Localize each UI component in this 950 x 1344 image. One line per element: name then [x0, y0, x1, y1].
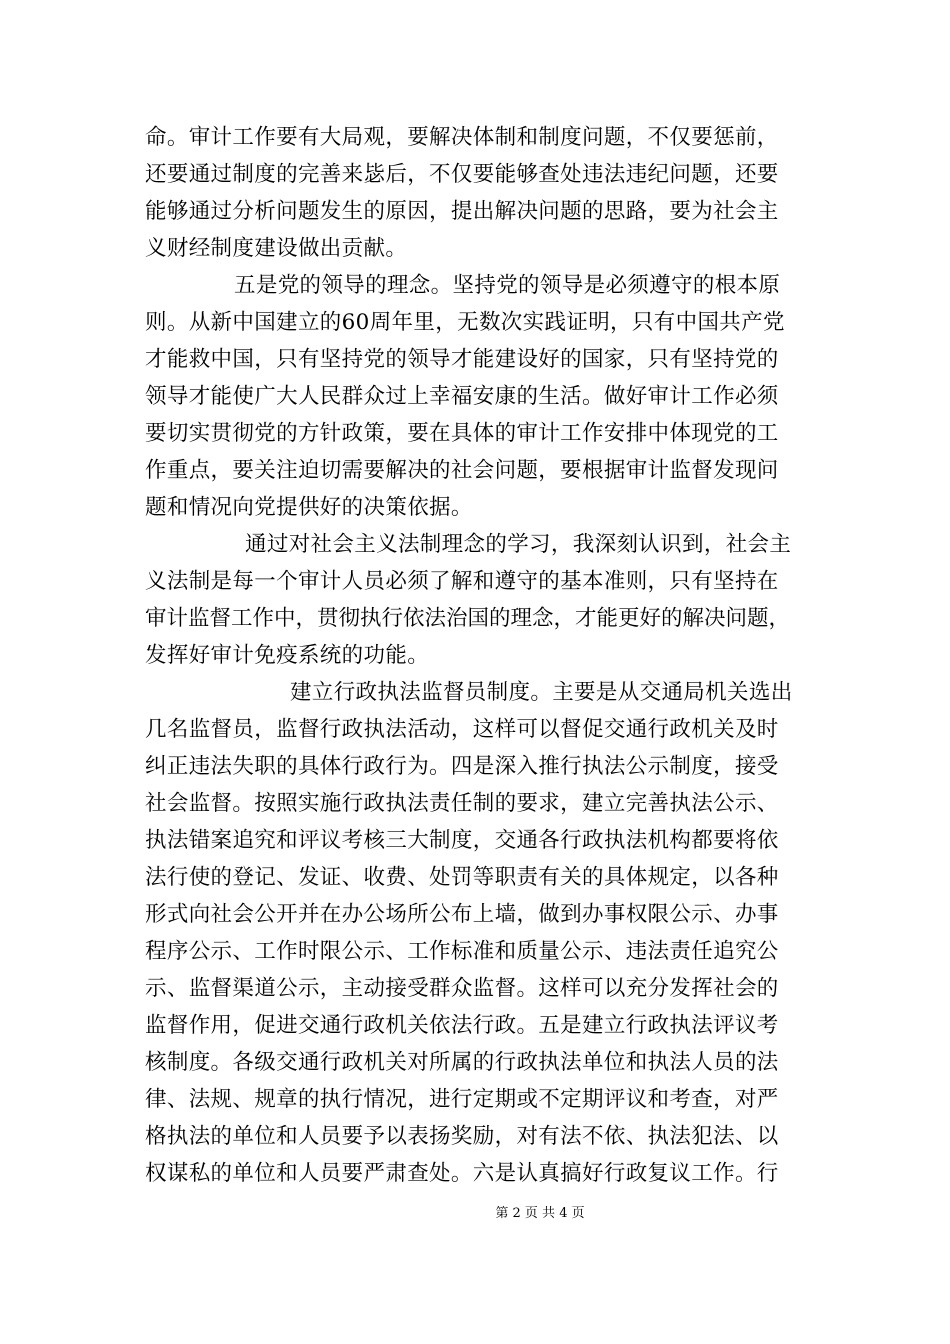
text-line: 形式向社会公开并在办公场所公布上墙，做到办事权限公示、办事: [145, 902, 779, 927]
text-line: 社会监督。按照实施行政执法责任制的要求，建立完善执法公示、: [145, 791, 779, 816]
text-line: 能够通过分析问题发生的原因，提出解决问题的思路，要为社会主: [145, 199, 779, 224]
text-line: 命。审计工作要有大局观，要解决体制和制度问题，不仅要惩前，: [145, 125, 779, 150]
text-line: 执法错案追究和评议考核三大制度，交通各行政执法机构都要将依: [145, 828, 779, 853]
text-line: 几名监督员，监督行政执法活动，这样可以督促交通行政机关及时: [145, 717, 779, 742]
text-line: 权谋私的单位和人员要严肃查处。六是认真搞好行政复议工作。行: [145, 1161, 779, 1186]
text-line: 律、法规、规章的执行情况，进行定期或不定期评议和考查，对严: [145, 1087, 779, 1112]
text-line: 程序公示、工作时限公示、工作标准和质量公示、违法责任追究公: [145, 939, 779, 964]
text-line: 要切实贯彻党的方针政策，要在具体的审计工作安排中体现党的工: [145, 421, 779, 446]
text-line: 还要通过制度的完善来毖后，不仅要能够查处违法违纪问题，还要: [145, 162, 779, 187]
text-line: 才能救中国，只有坚持党的领导才能建设好的国家，只有坚持党的: [145, 347, 779, 372]
text-line: 发挥好审计免疫系统的功能。: [145, 643, 430, 668]
text-line: 义法制是每一个审计人员必须了解和遵守的基本准则，只有坚持在: [145, 569, 779, 594]
page-number-footer: 第 2 页 共 4 页: [495, 1206, 585, 1221]
text-line: 领导才能使广大人民群众过上幸福安康的生活。做好审计工作必须: [145, 384, 779, 409]
text-line: 五是党的领导的理念。坚持党的领导是必须遵守的根本原: [234, 273, 781, 298]
text-line: 监督作用，促进交通行政机关依法行政。五是建立行政执法评议考: [145, 1013, 779, 1038]
text-line: 义财经制度建设做出贡献。: [145, 236, 408, 261]
text-line: 纠正违法失职的具体行政行为。四是深入推行执法公示制度，接受: [145, 754, 779, 779]
text-line: 法行使的登记、发证、收费、处罚等职责有关的具体规定，以各种: [145, 865, 779, 890]
text-line: 作重点，要关注迫切需要解决的社会问题，要根据审计监督发现问: [145, 458, 779, 483]
text-line: 格执法的单位和人员要予以表扬奖励，对有法不依、执法犯法、以: [145, 1124, 779, 1149]
text-line: 建立行政执法监督员制度。主要是从交通局机关选出: [290, 680, 793, 705]
text-line: 则。从新中国建立的60周年里，无数次实践证明，只有中国共产党: [145, 310, 785, 335]
text-line: 示、监督渠道公示，主动接受群众监督。这样可以充分发挥社会的: [145, 976, 779, 1001]
text-line: 题和情况向党提供好的决策依据。: [145, 495, 473, 520]
text-line: 核制度。各级交通行政机关对所属的行政执法单位和执法人员的法: [145, 1050, 779, 1075]
text-line: 审计监督工作中，贯彻执行依法治国的理念，才能更好的解决问题，: [145, 606, 791, 631]
text-line: 通过对社会主义法制理念的学习，我深刻认识到，社会主: [245, 532, 792, 557]
